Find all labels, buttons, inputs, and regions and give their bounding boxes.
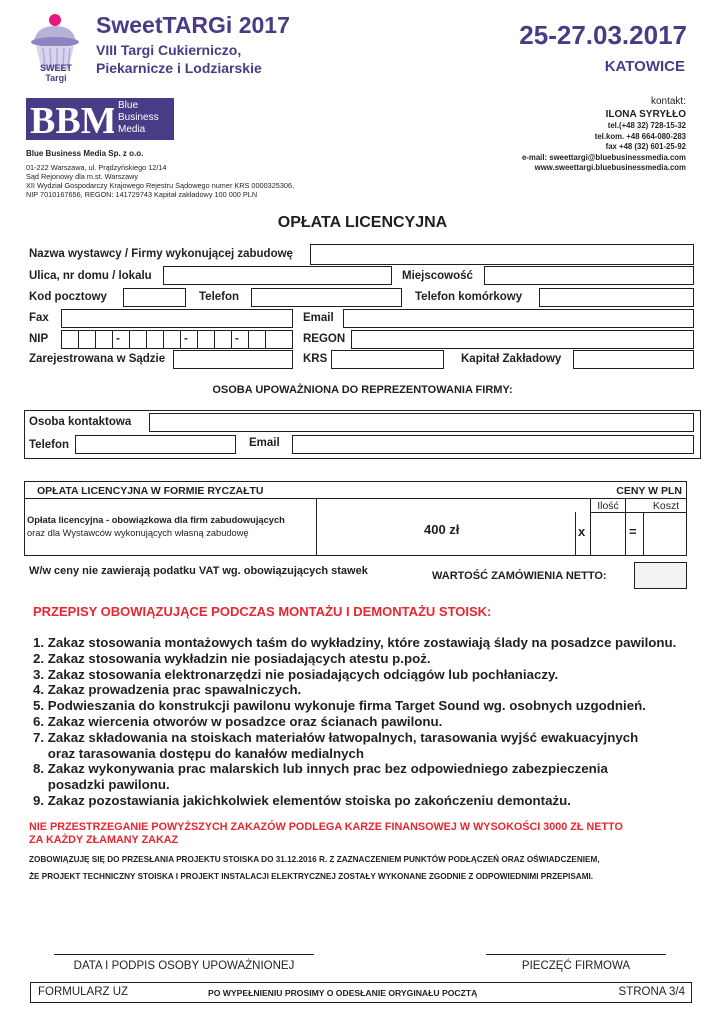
contact-block bbox=[522, 96, 686, 174]
rule-item: 7. Zakaz składowania na stoiskach materiałów łatwopalnych, tarasowania wyjść ewakuacyjnych oraz tarasowania dostępu do kanałów medialnych bbox=[33, 729, 639, 761]
form-title: OPŁATA LICENCYJNA bbox=[277, 214, 448, 231]
rules-list bbox=[33, 635, 676, 809]
contact-tel: tel.(+48 32) 728-15-32 bbox=[607, 121, 686, 130]
fee-table-title: OPŁATA LICENCYJNA W FORMIE RYCZAŁTU bbox=[37, 485, 264, 497]
mobile-label: Telefon komórkowy bbox=[415, 291, 523, 303]
contact-mobile: tel.kom. +48 664-080-283 bbox=[594, 131, 686, 141]
signature-label: DATA I PODPIS OSOBY UPOWAŻNIONEJ bbox=[73, 960, 295, 972]
stamp-line[interactable] bbox=[486, 954, 666, 955]
company-name-label: Nazwa wystawcy / Firmy wykonującej zabudowę bbox=[29, 248, 293, 260]
rep-phone-input[interactable] bbox=[75, 435, 236, 454]
contact-person-input[interactable] bbox=[149, 413, 694, 432]
rules-heading: PRZEPISY OBOWIĄZUJĄCE PODCZAS MONTAŻU I DEMONTAŻU STOISK: bbox=[33, 604, 492, 619]
fee-quantity-input[interactable] bbox=[591, 513, 625, 555]
event-title: SweetTARGi 2017 bbox=[96, 12, 290, 38]
organizer-address-1: 01-222 Warszawa, ul. Prądzyńskiego 12/14 bbox=[26, 163, 167, 172]
email-input[interactable] bbox=[343, 309, 694, 328]
fee-prices-header: CENY W PLN bbox=[616, 485, 682, 497]
contact-name: ILONA SYRYŁŁO bbox=[605, 109, 686, 120]
fee-x-border-left bbox=[575, 512, 576, 556]
commitment-line2: ŻE PROJEKT TECHNICZNY STOISKA I PROJEKT INSTALACJI ELEKTRYCZNEJ ZOSTAŁY WYKONANE ZGODNIE Z ODPOWIEDNIMI PRZEPISAMI. bbox=[29, 872, 594, 881]
fax-label: Fax bbox=[29, 312, 49, 324]
signature-line[interactable] bbox=[54, 954, 314, 955]
share-capital-label: Kapitał Zakładowy bbox=[461, 353, 562, 365]
bbm-logo-text-3: Media bbox=[118, 124, 146, 135]
fee-equals: = bbox=[629, 524, 637, 539]
share-capital-input[interactable] bbox=[573, 350, 694, 369]
postal-code-input[interactable] bbox=[123, 288, 186, 307]
fee-table-header-line bbox=[24, 498, 687, 499]
krs-label: KRS bbox=[303, 353, 328, 365]
postal-code-label: Kod pocztowy bbox=[29, 291, 107, 303]
nip-dash-2: - bbox=[184, 333, 188, 345]
vat-note: W/w ceny nie zawierają podatku VAT wg. obowiązujących stawek bbox=[29, 565, 368, 577]
contact-www[interactable]: www.sweettargi.bluebusinessmedia.com bbox=[534, 163, 686, 173]
net-value-input[interactable] bbox=[634, 562, 687, 589]
rule-item: 1. Zakaz stosowania montażowych taśm do wykładziny, które zostawiają ślady na posadzce pawilonu. bbox=[33, 635, 677, 650]
fax-input[interactable] bbox=[61, 309, 293, 328]
event-subtitle-line1: VIII Targi Cukierniczo, bbox=[96, 42, 242, 58]
nip-digit-grid bbox=[61, 330, 293, 349]
fee-desc-line1: Opłata licencyjna - obowiązkowa dla firm zabudowujących bbox=[27, 515, 285, 525]
city-input[interactable] bbox=[484, 266, 694, 285]
event-subtitle-line2: Piekarnicze i Lodziarskie bbox=[96, 60, 262, 76]
bbm-logo-text-1: Blue bbox=[118, 100, 139, 111]
contact-fax: fax +48 (32) 601-25-92 bbox=[605, 142, 686, 152]
event-logo-text: SWEET Targi bbox=[39, 63, 72, 83]
svg-text:BBM: BBM bbox=[30, 100, 114, 140]
fee-qty-border-right bbox=[625, 498, 626, 556]
fee-desc-line2: oraz dla Wystawców wykonujących własną zabudowę bbox=[27, 528, 249, 538]
regon-input[interactable] bbox=[351, 330, 694, 349]
rule-item: 6. Zakaz wiercenia otworów w posadzce oraz ścianach pawilonu. bbox=[33, 713, 443, 729]
rule-item: 8. Zakaz wykonywania prac malarskich lub innych prac bez odpowiedniego zabezpieczenia posadzki pawilonu. bbox=[33, 761, 608, 793]
city-label: Miejscowość bbox=[402, 270, 473, 282]
contact-person-label: Osoba kontaktowa bbox=[29, 416, 132, 428]
event-dates: 25-27.03.2017 bbox=[519, 20, 687, 50]
footer-instruction: PO WYPEŁNIENIU PROSIMY O ODESŁANIE ORYGINAŁU POCZTĄ bbox=[208, 988, 478, 998]
organizer-address-3: XII Wydział Gospodarczy Krajowego Rejestru Sądowego numer KRS 0000325306, bbox=[26, 181, 295, 190]
organizer-name: Blue Business Media Sp. z o.o. bbox=[26, 149, 144, 158]
fee-cost-header: Koszt bbox=[652, 500, 680, 512]
fee-cost-input[interactable] bbox=[644, 513, 686, 555]
nip-dash-1: - bbox=[116, 333, 120, 345]
nip-label: NIP bbox=[29, 333, 49, 345]
fee-price: 400 zł bbox=[424, 522, 460, 537]
representative-heading: OSOBA UPOWAŻNIONA DO REPREZENTOWANIA FIRMY: bbox=[212, 384, 513, 396]
rule-item: 5. Podwieszania do konstrukcji pawilonu wykonuje firma Target Sound wg. osobnych uzgodnień. bbox=[33, 698, 646, 714]
organizer-address-4: NIP 7010167656, REGON: 141729743 Kapitał zakładowy 100 000 PLN bbox=[26, 190, 258, 199]
phone-input[interactable] bbox=[251, 288, 402, 307]
rule-item: 3. Zakaz stosowania elektronarzędzi nie posiadających odciągów lub pochłaniaczy. bbox=[33, 666, 559, 682]
rule-item: 4. Zakaz prowadzenia prac spawalniczych. bbox=[33, 682, 302, 698]
footer-page: STRONA 3/4 bbox=[618, 986, 685, 998]
mobile-input[interactable] bbox=[539, 288, 694, 307]
krs-input[interactable] bbox=[331, 350, 444, 369]
contact-email[interactable]: e-mail: sweettargi@bluebusinessmedia.com bbox=[521, 152, 686, 162]
nip-dash-3: - bbox=[235, 333, 239, 345]
rep-email-label: Email bbox=[249, 437, 280, 449]
bbm-logo-text-2: Business bbox=[118, 112, 159, 123]
fee-times: x bbox=[578, 524, 586, 539]
court-input[interactable] bbox=[173, 350, 293, 369]
penalty-line2: ZA KAŻDY ZŁAMANY ZAKAZ bbox=[29, 834, 179, 846]
net-value-label: WARTOŚĆ ZAMÓWIENIA NETTO: bbox=[432, 570, 607, 582]
event-city: KATOWICE bbox=[604, 58, 685, 75]
rule-item: 9. Zakaz pozostawiania jakichkolwiek elementów stoiska po zakończeniu demontażu. bbox=[33, 792, 571, 808]
fee-qty-header: Ilość bbox=[597, 500, 619, 512]
stamp-label: PIECZĘĆ FIRMOWA bbox=[521, 960, 631, 972]
penalty-line1: NIE PRZESTRZEGANIE POWYŻSZYCH ZAKAZÓW PODLEGA KARZE FINANSOWEJ W WYSOKOŚCI 3000 ZŁ NETTO bbox=[29, 821, 623, 833]
contact-label: kontakt: bbox=[650, 96, 686, 107]
court-label: Zarejestrowana w Sądzie bbox=[29, 353, 166, 365]
footer-form-name: FORMULARZ UZ bbox=[38, 986, 129, 998]
organizer-address-2: Sąd Rejonowy dla m.st. Warszawy bbox=[26, 172, 139, 181]
commitment-line1: ZOBOWIĄZUJĘ SIĘ DO PRZESŁANIA PROJEKTU STOISKA DO 31.12.2016 R. Z ZAZNACZENIEM PUNKTÓW PODŁĄCZEŃ ORAZ OŚWIADCZENIEM, bbox=[29, 855, 600, 864]
rep-phone-label: Telefon bbox=[29, 439, 70, 451]
regon-label: REGON bbox=[303, 333, 346, 345]
fee-desc-border-right bbox=[316, 498, 317, 556]
company-name-input[interactable] bbox=[310, 244, 694, 265]
phone-label: Telefon bbox=[199, 291, 240, 303]
rule-item: 2. Zakaz stosowania wykładzin nie posiadających atestu p.poż. bbox=[33, 650, 431, 666]
street-input[interactable] bbox=[163, 266, 392, 285]
street-label: Ulica, nr domu / lokalu bbox=[29, 270, 152, 282]
rep-email-input[interactable] bbox=[292, 435, 694, 454]
email-label: Email bbox=[303, 312, 334, 324]
